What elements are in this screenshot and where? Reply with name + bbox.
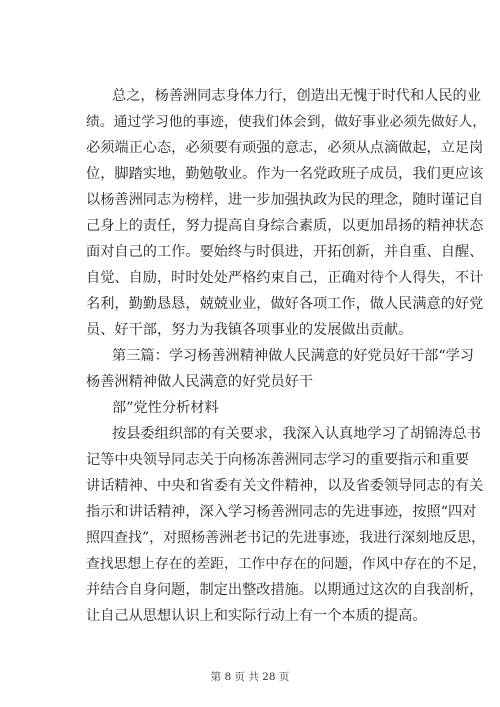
- paragraph-line: 自觉、自励，时时处处严格约束自己，正确对待个人得失，不计: [86, 270, 484, 286]
- section-heading-line: 杨善洲精神做人民满意的好党员好干: [86, 374, 314, 390]
- paragraph-line: 照四查找”，对照杨善洲老书记的先进事迹，我进行深刻地反思，: [86, 530, 486, 546]
- paragraph-line: 绩。通过学习他的事迹，使我们体会到，做好事业必须先做好人，: [86, 114, 487, 130]
- paragraph-line: 以杨善洲同志为榜样，进一步加强执政为民的理念，随时谨记自: [86, 192, 484, 208]
- paragraph-line: 己身上的责任，努力提高自身综合素质，以更加昂扬的精神状态: [86, 218, 484, 234]
- paragraph-line: 名利，勤勤恳恳，兢兢业业，做好各项工作，做人民满意的好党: [86, 296, 484, 312]
- section-heading-line: 部”党性分析材料: [112, 400, 219, 416]
- paragraph-line: 讲话精神、中央和省委有关文件精神，以及省委领导同志的有关: [86, 478, 484, 494]
- paragraph-line: 总之，杨善洲同志身体力行，创造出无愧于时代和人民的业: [112, 88, 481, 104]
- paragraph-line: 员、好干部，努力为我镇各项事业的发展做出贡献。: [86, 322, 413, 338]
- paragraph-line: 面对自己的工作。要始终与时俱进，开拓创新，并自重、自醒、: [86, 244, 484, 260]
- paragraph-line: 记等中央领导同志关于向杨冻善洲同志学习的重要指示和重要: [86, 452, 470, 468]
- page-number-footer: 第 8 页 共 28 页: [210, 671, 290, 683]
- paragraph-line: 让自己从思想认识上和实际行动上有一个本质的提高。: [86, 608, 427, 624]
- paragraph-line: 必须端正心态，必须要有顽强的意志，必须从点滴做起，立足岗: [86, 140, 484, 156]
- paragraph-line: 位，脚踏实地，勤勉敬业。作为一名党政班子成员，我们更应该: [86, 166, 484, 182]
- paragraph-line: 按县委组织部的有关要求，我深入认真地学习了胡锦涛总书: [112, 426, 481, 442]
- paragraph-line: 并结合自身问题，制定出整改措施。以期通过这次的自我剖析，: [86, 582, 484, 598]
- paragraph-line: 查找思想上存在的差距，工作中存在的问题，作风中存在的不足，: [86, 556, 487, 572]
- paragraph-line: 指示和讲话精神，深入学习杨善洲同志的先进事迹，按照“四对: [86, 504, 477, 520]
- section-heading-line: 第三篇：学习杨善洲精神做人民满意的好党员好干部“学习: [112, 348, 474, 364]
